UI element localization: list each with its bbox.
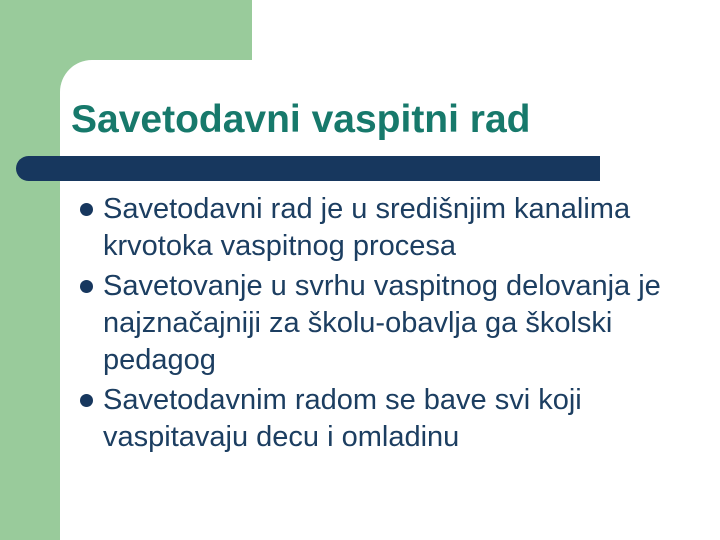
bullet-text-line: vaspitavaju decu i omladinu (103, 421, 460, 453)
bullet-item (80, 382, 700, 456)
bullet-text-line: krvotoka vaspitnog procesa (103, 230, 457, 262)
bullet-text (103, 382, 582, 456)
bullet-item (80, 191, 700, 265)
bullet-text-line: pedagog (103, 344, 216, 376)
bullet-list (80, 191, 700, 459)
bullet-icon (80, 203, 93, 216)
bullet-icon (80, 280, 93, 293)
bullet-text-line: Savetovanje u svrhu vaspitnog delovanja je (103, 270, 661, 302)
bullet-text-line: Savetodavni rad je u središnjim kanalima (103, 193, 631, 225)
bullet-text-line: Savetodavnim radom se bave svi koji (103, 384, 582, 416)
bullet-text (103, 191, 630, 265)
slide-title: Savetodavni vaspitni rad (71, 98, 531, 141)
bullet-item (80, 268, 700, 379)
bullet-icon (80, 394, 93, 407)
bullet-text (103, 268, 661, 379)
bullet-text-line: najznačajniji za školu-obavlja ga školski (103, 307, 613, 339)
title-divider-bar (16, 156, 600, 181)
